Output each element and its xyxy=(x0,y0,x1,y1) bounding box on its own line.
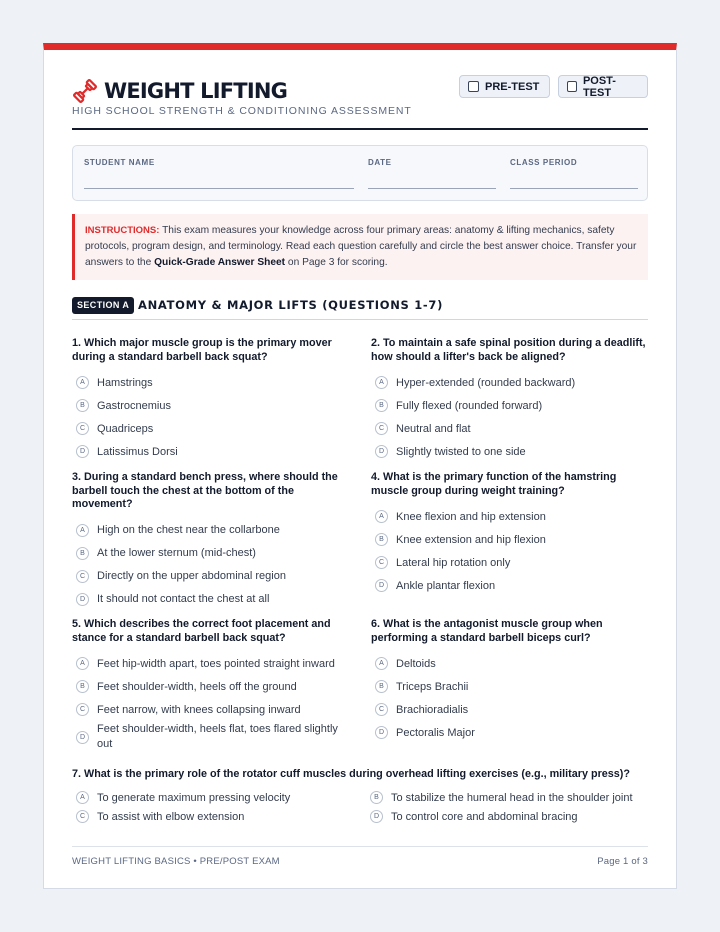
option-text: Hamstrings xyxy=(97,376,153,389)
header-divider xyxy=(72,128,648,130)
answer-option-d[interactable] xyxy=(72,440,348,463)
answer-option-b[interactable] xyxy=(371,675,650,698)
question-6 xyxy=(371,618,650,744)
page-number: Page 1 of 3 xyxy=(597,856,648,867)
option-text: To control core and abdominal bracing xyxy=(391,810,578,823)
checkbox-icon xyxy=(468,81,479,92)
answer-option-a[interactable] xyxy=(371,371,650,394)
pre-test-label: PRE-TEST xyxy=(485,80,540,93)
option-letter-circle: C xyxy=(76,422,89,435)
answer-option-d[interactable] xyxy=(371,440,650,463)
option-letter-circle: D xyxy=(375,726,388,739)
student-name-field[interactable] xyxy=(73,146,363,200)
answer-option-b[interactable] xyxy=(371,394,650,417)
option-letter-circle: D xyxy=(76,593,89,606)
answer-option-c[interactable] xyxy=(371,551,650,574)
option-text: Deltoids xyxy=(396,657,436,670)
option-letter-circle: C xyxy=(76,703,89,716)
date-line xyxy=(368,188,496,189)
section-header xyxy=(72,296,648,320)
question-text: 1. Which major muscle group is the primary mover during a standard barbell back squat? xyxy=(72,337,332,363)
option-text: Pectoralis Major xyxy=(396,726,475,739)
option-letter-circle: C xyxy=(375,703,388,716)
instructions-box xyxy=(72,214,648,280)
option-text: It should not contact the chest at all xyxy=(97,593,270,605)
section-badge: SECTION A xyxy=(72,297,134,314)
option-text: At the lower sternum (mid-chest) xyxy=(97,547,256,559)
question-text: 4. What is the primary function of the hamstring muscle group during weight training? xyxy=(371,471,617,497)
option-text: Slightly twisted to one side xyxy=(396,445,526,458)
option-letter-circle: A xyxy=(76,657,89,670)
option-letter-circle: A xyxy=(76,791,89,804)
instructions-lead: INSTRUCTIONS: xyxy=(85,225,160,236)
option-letter-circle: C xyxy=(375,556,388,569)
answer-option-b[interactable] xyxy=(72,394,348,417)
option-letter-circle: B xyxy=(370,791,383,804)
answer-sheet-reference: Quick-Grade Answer Sheet xyxy=(154,257,286,268)
option-text: Lateral hip rotation only xyxy=(396,556,511,569)
page-subtitle: HIGH SCHOOL STRENGTH & CONDITIONING ASSESSMENT xyxy=(72,105,412,117)
answer-option-d[interactable] xyxy=(371,574,650,597)
option-text: Feet shoulder-width, heels flat, toes flared slightly out xyxy=(97,723,338,750)
option-letter-circle: B xyxy=(375,533,388,546)
answer-option-d[interactable] xyxy=(371,721,650,744)
exam-page xyxy=(43,43,677,889)
answer-option-d[interactable] xyxy=(366,807,578,827)
option-letter-circle: B xyxy=(76,547,89,560)
option-text: Feet shoulder-width, heels off the ground xyxy=(97,680,297,693)
option-letter-circle: A xyxy=(76,376,89,389)
answer-option-a[interactable] xyxy=(72,652,348,675)
answer-option-a[interactable] xyxy=(72,788,290,808)
question-text: 3. During a standard bench press, where should the barbell touch the chest at the bottom of the movement? xyxy=(72,471,338,510)
question-text: 5. Which describes the correct foot placement and stance for a standard barbell back squat? xyxy=(72,618,331,644)
date-field[interactable] xyxy=(363,146,503,200)
answer-option-d[interactable] xyxy=(72,588,348,611)
question-1 xyxy=(72,337,348,463)
student-name-line xyxy=(84,188,354,189)
answer-option-b[interactable] xyxy=(366,788,633,808)
option-text: Brachioradialis xyxy=(396,703,469,716)
section-title: ANATOMY & MAJOR LIFTS (QUESTIONS 1-7) xyxy=(138,298,444,312)
option-text: Triceps Brachii xyxy=(396,680,469,693)
option-letter-circle: A xyxy=(76,524,89,537)
option-text: Latissimus Dorsi xyxy=(97,445,178,458)
answer-option-b[interactable] xyxy=(72,675,348,698)
class-period-line xyxy=(510,188,638,189)
page-title: WEIGHT LIFTING xyxy=(104,79,288,103)
answer-option-a[interactable] xyxy=(371,505,650,528)
option-text: To assist with elbow extension xyxy=(97,810,245,823)
answer-option-a[interactable] xyxy=(72,519,348,542)
answer-option-c[interactable] xyxy=(72,807,244,827)
option-text: Knee flexion and hip extension xyxy=(396,510,546,523)
option-text: Feet hip-width apart, toes pointed straight inward xyxy=(97,657,335,670)
option-text: To generate maximum pressing velocity xyxy=(97,791,291,804)
option-text: Feet narrow, with knees collapsing inward xyxy=(97,703,301,716)
instructions-text-1: This exam measures your knowledge across four primary areas: anatomy & lifting mechanics, safety protocols, program design, and terminology. Read each question carefully and circle the best answer choice. Transfer your answers to the xyxy=(85,225,637,268)
option-letter-circle: B xyxy=(76,399,89,412)
option-letter-circle: A xyxy=(375,376,388,389)
post-test-label: POST-TEST xyxy=(582,74,616,99)
option-text: Ankle plantar flexion xyxy=(396,579,496,592)
option-letter-circle: A xyxy=(375,657,388,670)
answer-option-c[interactable] xyxy=(72,565,348,588)
answer-option-b[interactable] xyxy=(72,542,348,565)
option-letter-circle: D xyxy=(375,579,388,592)
answer-option-a[interactable] xyxy=(72,371,348,394)
answer-option-a[interactable] xyxy=(371,652,650,675)
option-letter-circle: D xyxy=(76,731,89,744)
option-letter-circle: B xyxy=(375,399,388,412)
option-text: To stabilize the humeral head in the shoulder joint xyxy=(391,791,633,804)
question-text: 2. To maintain a safe spinal position during a deadlift, how should a lifter's back be aligned? xyxy=(371,337,646,363)
option-letter-circle: D xyxy=(370,810,383,823)
option-letter-circle: D xyxy=(375,445,388,458)
answer-option-b[interactable] xyxy=(371,528,650,551)
footer-title: WEIGHT LIFTING BASICS • PRE/POST EXAM xyxy=(72,856,280,867)
class-period-field[interactable] xyxy=(505,146,649,200)
question-2 xyxy=(371,337,650,463)
date-label: DATE xyxy=(368,158,392,167)
option-text: Directly on the upper abdominal region xyxy=(97,570,286,582)
student-info-box xyxy=(72,145,648,201)
pre-test-checkbox[interactable] xyxy=(459,75,550,98)
answer-option-c[interactable] xyxy=(72,417,348,440)
answer-option-d[interactable] xyxy=(72,721,348,753)
option-letter-circle: A xyxy=(375,510,388,523)
option-letter-circle: C xyxy=(76,570,89,583)
question-3 xyxy=(72,471,348,611)
option-text: High on the chest near the collarbone xyxy=(97,524,280,536)
option-text: Fully flexed (rounded forward) xyxy=(396,399,543,412)
checkbox-icon xyxy=(567,81,577,92)
question-text: 7. What is the primary role of the rotator cuff muscles during overhead lifting exercises (e.g., military press)? xyxy=(72,768,630,780)
question-7 xyxy=(72,768,650,832)
answer-option-c[interactable] xyxy=(371,698,650,721)
page-footer xyxy=(72,846,648,867)
dumbbell-icon xyxy=(72,78,98,104)
question-text: 6. What is the antagonist muscle group when performing a standard barbell biceps curl? xyxy=(371,618,603,644)
class-period-label: CLASS PERIOD xyxy=(510,158,578,167)
option-text: Quadriceps xyxy=(97,422,154,435)
option-text: Gastrocnemius xyxy=(97,399,171,412)
option-letter-circle: D xyxy=(76,445,89,458)
question-4 xyxy=(371,471,650,597)
answer-option-c[interactable] xyxy=(72,698,348,721)
option-letter-circle: C xyxy=(375,422,388,435)
student-name-label: STUDENT NAME xyxy=(84,158,155,167)
instructions-text-2: on Page 3 for scoring. xyxy=(285,257,388,268)
answer-option-c[interactable] xyxy=(371,417,650,440)
option-text: Neutral and flat xyxy=(396,422,471,435)
question-5 xyxy=(72,618,348,753)
post-test-checkbox[interactable] xyxy=(558,75,648,98)
option-text: Knee extension and hip flexion xyxy=(396,533,546,546)
option-letter-circle: B xyxy=(375,680,388,693)
option-text: Hyper-extended (rounded backward) xyxy=(396,376,576,389)
page-content xyxy=(72,50,648,888)
option-letter-circle: C xyxy=(76,810,89,823)
option-letter-circle: B xyxy=(76,680,89,693)
header-logo xyxy=(72,78,287,104)
